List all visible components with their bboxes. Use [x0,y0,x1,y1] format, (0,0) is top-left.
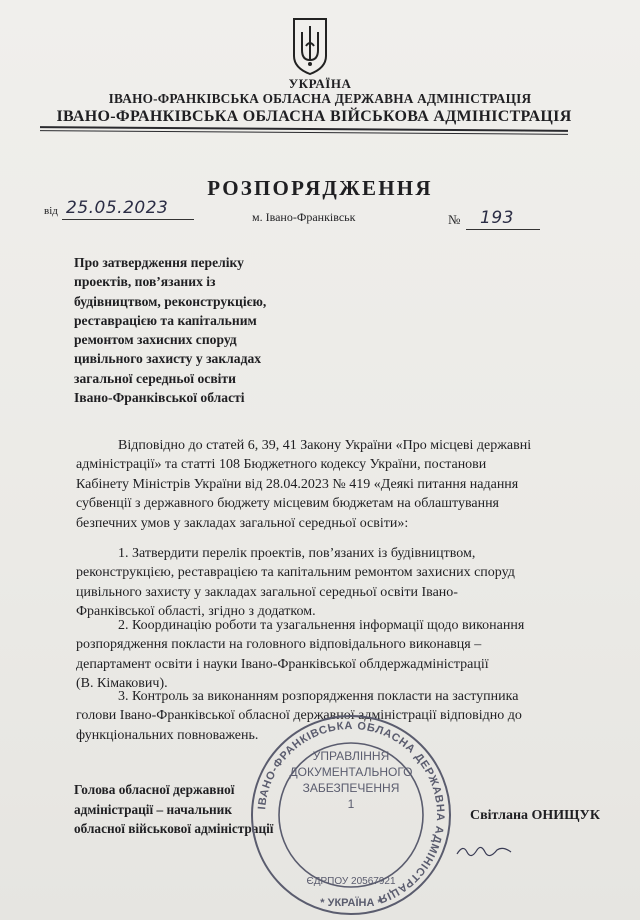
stamp-line: 1 [347,797,355,811]
paragraph-line: 3. Контроль за виконанням розпорядження покласти на заступника [118,689,519,704]
subject-line: Івано-Франківської області [74,390,245,406]
paragraph-line: Кабінету Міністрів України від 28.04.2023 № 419 «Деякі питання надання [76,476,519,492]
paragraph-line: субвенції з державного бюджету місцевим бюджетам на облаштування [76,496,500,512]
subject-line: Про затвердження переліку [74,255,244,270]
paragraph-line: департамент освіти і науки Івано-Франківської облдержадміністрації [76,656,489,672]
official-stamp [248,712,454,918]
stamp-line: ЗАБЕЗПЕЧЕННЯ [302,781,400,795]
stamp-ring-text: ІВАНО-ФРАНКІВСЬКА ОБЛАСНА ДЕРЖАВНА АДМІНІСТРАЦІЯ [256,719,447,906]
subject-line: будівництвом, реконструкцією, [74,293,267,309]
position-line: обласної військової адміністрації [74,821,274,836]
position-line: Голова обласної державної [74,782,235,797]
number-underline [466,229,540,230]
paragraph-line: адміністрації» та статті 108 Бюджетного кодексу України, постанови [76,457,487,473]
paragraph-line: 2. Координацію роботи та узагальнення інформації щодо виконання [118,618,525,633]
stamp-code: ЄДРПОУ 20567921 [306,876,396,887]
city: м. Івано-Франківськ [252,210,356,224]
preamble-paragraph [76,436,640,533]
subject-line: реставрацією та капітальним [74,312,257,328]
state-administration-name: ІВАНО-ФРАНКІВСЬКА ОБЛАСНА ДЕРЖАВНА АДМІНІСТРАЦІЯ [108,91,532,106]
paragraph-line: Відповідно до статей 6, 39, 41 Закону України «Про місцеві державні [118,438,532,453]
date-value: 25.05.2023 [66,198,169,218]
document-title: РОЗПОРЯДЖЕННЯ [207,176,433,200]
number-label: № [448,212,461,227]
number-value: 193 [480,208,514,228]
stamp-line: УПРАВЛІННЯ [312,749,390,763]
date-label: від [44,205,58,217]
order-item-2 [76,616,640,694]
military-administration-name: ІВАНО-ФРАНКІВСЬКА ОБЛАСНА ВІЙСЬКОВА АДМІНІСТРАЦІЯ [56,108,572,125]
stamp-line: ДОКУМЕНТАЛЬНОГО [289,765,413,779]
trident-coat-of-arms-icon [290,16,330,76]
paragraph-line: 1. Затвердити перелік проектів, пов’язаних із будівництвом, [118,546,476,561]
paragraph-line: реконструкцією, реставрацією та капітальним ремонтом захисних споруд [76,565,515,581]
paragraph-line: голови Івано-Франківської обласної державної адміністрації відповідно до [76,708,522,724]
paragraph-line: цивільного захисту у закладах загальної середньої освіти Івано- [76,584,458,600]
country-name: УКРАЇНА [288,76,352,91]
paragraph-line: Франківської області, згідно з додатком. [76,604,316,620]
paragraph-line: (В. Кімакович). [76,676,168,692]
document-subject [74,253,334,407]
position-line: адміністрації – начальник [74,801,232,817]
paragraph-line: функціональних повноважень. [76,727,259,743]
order-item-1 [76,544,640,622]
date-underline [62,219,194,220]
stamp-center-text [286,748,416,812]
subject-line: проектів, пов’язаних із [74,274,216,290]
subject-line: ремонтом захисних споруд [74,332,237,348]
subject-line: загальної середньої освіти [74,370,236,386]
signatory-name: Світлана ОНИЩУК [470,808,600,823]
handwritten-signature [455,840,515,860]
subject-line: цивільного захисту у закладах [74,351,262,367]
paragraph-line: безпечних умов у закладах загальної середньої освіти»: [76,515,409,531]
stamp-country: * УКРАЇНА * [320,897,382,909]
paragraph-line: розпорядження покласти на головного відповідального виконавця – [76,637,482,653]
